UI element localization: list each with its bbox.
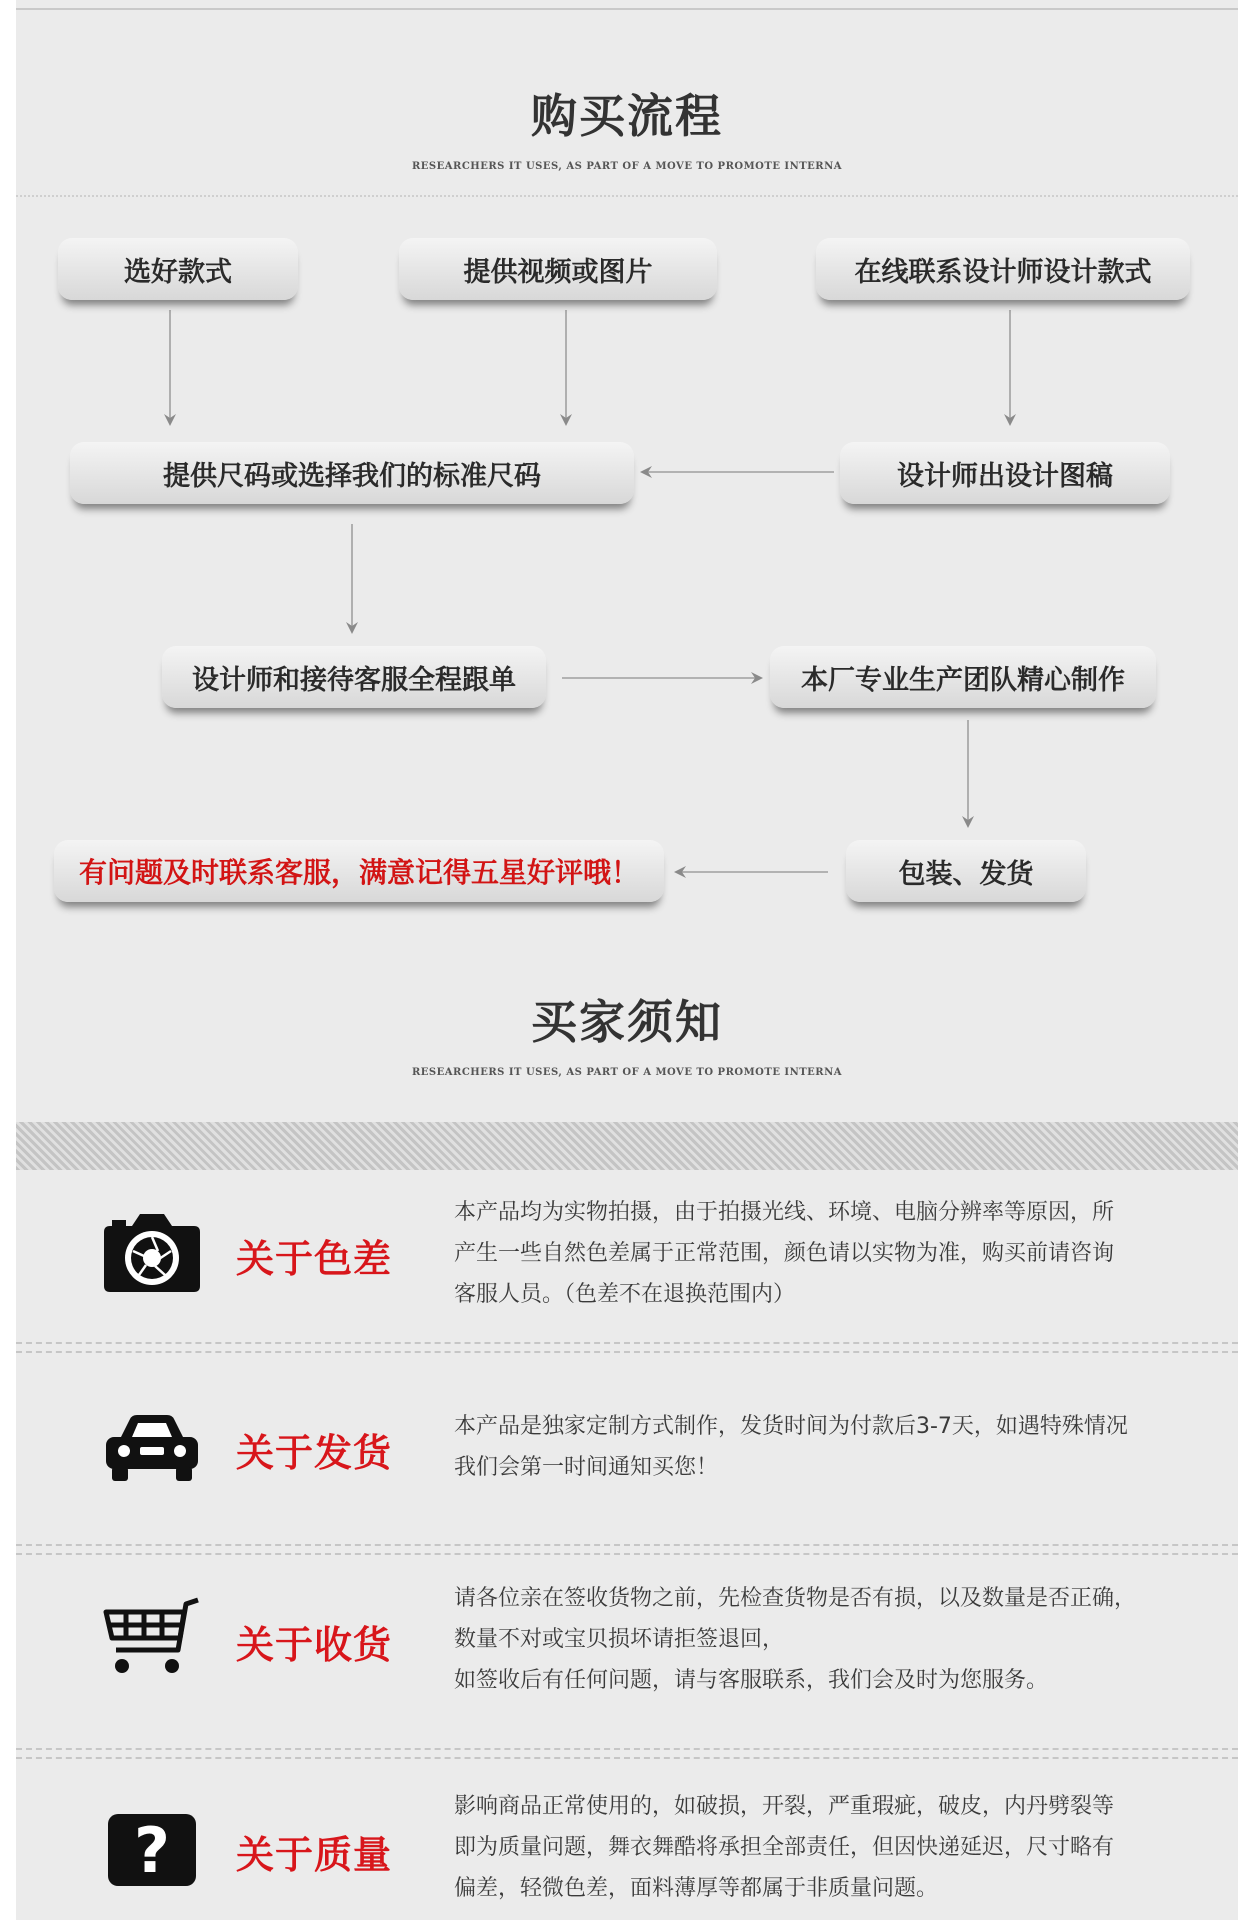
notice-label-color: 关于色差 — [236, 1237, 393, 1281]
notice-item-quality — [16, 1758, 1238, 1920]
question-icon — [102, 1812, 202, 1902]
notice-label-quality: 关于质量 — [236, 1833, 393, 1877]
step-production: 本厂专业生产团队精心制作 — [770, 646, 1156, 708]
notice-title: 买家须知 — [531, 995, 723, 1049]
notice-text-line: 偏差，轻微色差，面料薄厚等都属于非质量问题。 — [454, 1876, 939, 1901]
notice-text-receiving — [454, 1578, 1224, 1701]
notice-item-shipping — [16, 1352, 1238, 1542]
notice-text-line: 客服人员。（色差不在退换范围内） — [454, 1282, 796, 1307]
notice-subtitle: RESEARCHERS IT USES, AS PART OF A MOVE TO PROMOTE INTERNA — [411, 1067, 843, 1078]
svg-text:?: ? — [134, 1814, 170, 1887]
notice-text-line: 产生一些自然色差属于正常范围，颜色请以实物为准，购买前请咨询 — [454, 1241, 1115, 1266]
step-provide-size: 提供尺码或选择我们的标准尺码 — [70, 442, 634, 504]
notice-text-line: 数量不对或宝贝损坏请拒签退回， — [454, 1627, 785, 1652]
notice-text-line: 如签收后有任何问题，请与客服联系，我们会及时为您服务。 — [454, 1668, 1049, 1693]
notice-item-receiving — [16, 1554, 1238, 1744]
notice-label-shipping: 关于发货 — [236, 1431, 393, 1475]
step-contact-designer: 在线联系设计师设计款式 — [816, 238, 1190, 300]
car-icon — [102, 1407, 202, 1497]
notice-text-quality — [454, 1786, 1224, 1909]
shopping-cart-icon — [102, 1594, 202, 1684]
process-title: 购买流程 — [531, 89, 723, 143]
notice-text-line: 本产品是独家定制方式制作，发货时间为付款后3-7天，如遇特殊情况 — [454, 1414, 1128, 1439]
notice-text-line: 请各位亲在签收货物之前，先检查货物是否有损，以及数量是否正确， — [454, 1586, 1137, 1611]
notice-text-shipping — [454, 1406, 1224, 1488]
notice-text-line: 影响商品正常使用的，如破损，开裂，严重瑕疵，破皮，内丹劈裂等 — [454, 1794, 1115, 1819]
camera-icon — [102, 1206, 202, 1296]
step-review-reminder: 有问题及时联系客服，满意记得五星好评哦！ — [54, 840, 664, 902]
process-subtitle: RESEARCHERS IT USES, AS PART OF A MOVE TO PROMOTE INTERNA — [411, 161, 843, 172]
step-provide-media: 提供视频或图片 — [399, 238, 717, 300]
step-designer-draft: 设计师出设计图稿 — [840, 442, 1170, 504]
notice-text-line: 我们会第一时间通知买您！ — [454, 1455, 719, 1480]
notice-text-line: 即为质量问题，舞衣舞酷将承担全部责任，但因快递延迟，尺寸略有 — [454, 1835, 1115, 1860]
page — [16, 0, 1238, 1920]
notice-text-line: 本产品均为实物拍摄，由于拍摄光线、环境、电脑分辨率等原因，所 — [454, 1200, 1115, 1225]
step-shipping: 包装、发货 — [846, 840, 1086, 902]
step-follow-up: 设计师和接待客服全程跟单 — [162, 646, 546, 708]
notice-label-receiving: 关于收货 — [236, 1623, 393, 1667]
notice-item-color — [16, 1170, 1238, 1340]
step-choose-style: 选好款式 — [58, 238, 298, 300]
stripe-band — [16, 1122, 1238, 1170]
notice-text-color — [454, 1192, 1224, 1315]
